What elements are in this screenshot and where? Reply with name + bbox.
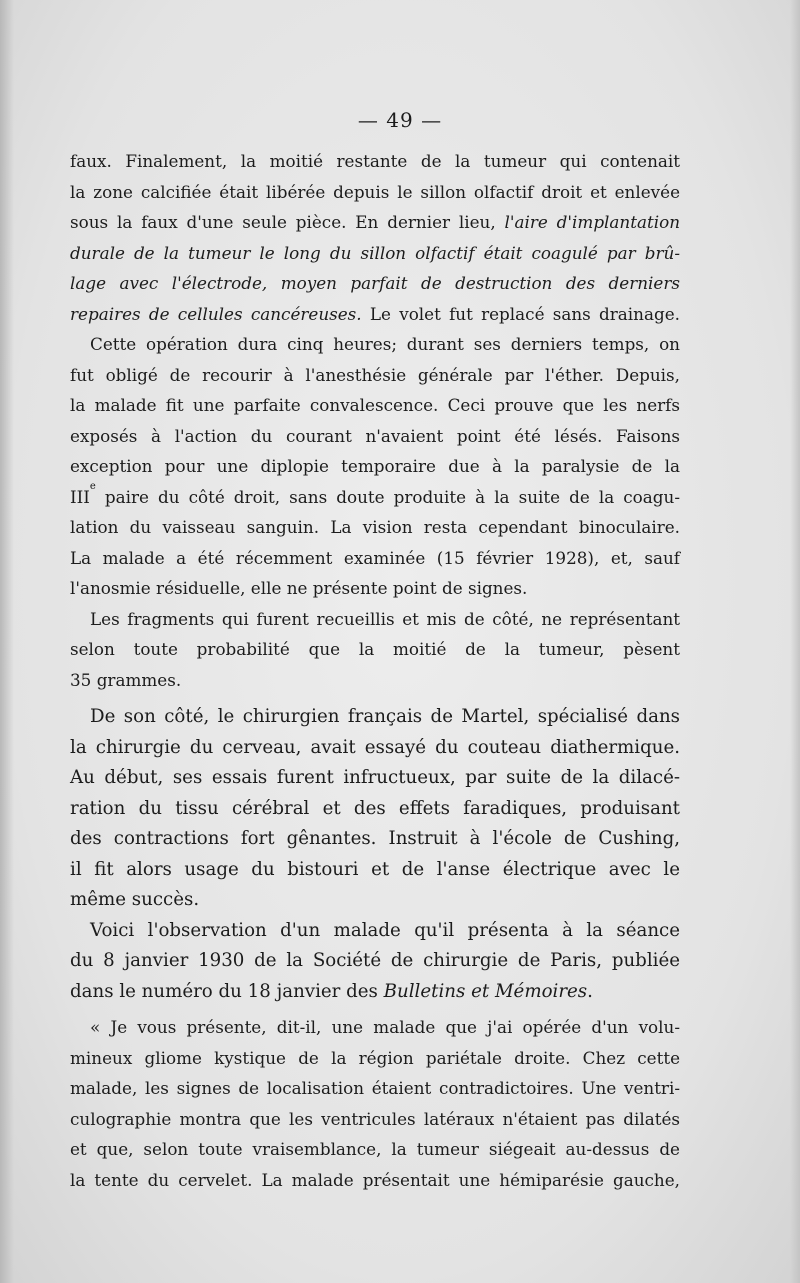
text-line: sous la faux d'une seule pièce. En dernier lieu, l'aire d'implantation [70,212,681,232]
text-line: De son côté, le chirurgien français de Martel, spécialisé dans [90,706,680,727]
text-block-3 [70,1012,680,1195]
text-line: selon toute probabilité que la moitié de la tumeur, pèsent [70,639,680,659]
text-line: repaires de cellules cancéreuses. Le volet fut replacé sans drainage. [70,303,680,324]
text-line: culographie montra que les ventricules latéraux n'étaient pas dilatés [70,1108,680,1129]
text-block-2 [70,702,680,1007]
text-line: La malade a été récemment examinée (15 février 1928), et, sauf [70,547,680,568]
text-line: « Je vous présente, dit-il, une malade que j'ai opérée d'un volu- [90,1017,680,1037]
text-line: du 8 janvier 1930 de la Société de chirurgie de Paris, publiée [70,950,680,971]
text-line: lation du vaisseau sanguin. La vision resta cependant binoculaire. [70,517,680,537]
text-line: même succès. [70,889,200,910]
text-line: et que, selon toute vraisemblance, la tumeur siégeait au-dessus de [70,1139,680,1159]
text-line: exposés à l'action du courant n'avaient point été lésés. Faisons [70,425,680,446]
text-line: mineux gliome kystique de la région pariétale droite. Chez cette [70,1047,680,1068]
text-line: Les fragments qui furent recueillis et mis de côté, ne représentant [90,608,680,629]
text-line: 35 grammes. [70,669,182,690]
text-line: dans le numéro du 18 janvier des Bulletins et Mémoires. [70,980,593,1002]
text-line: fut obligé de recourir à l'anesthésie générale par l'éther. Depuis, [70,364,680,385]
page-shadow-right [790,0,800,1283]
text-line: durale de la tumeur le long du sillon olfactif était coagulé par brû- [70,242,680,263]
text-line: la zone calcifiée était libérée depuis le sillon olfactif droit et enlevée [70,181,680,202]
text-line: exception pour une diplopie temporaire due à la paralysie de la [70,456,680,476]
text-line: la tente du cervelet. La malade présentait une hémiparésie gauche, [70,1169,680,1190]
text-line: ration du tissu cérébral et des effets faradiques, produisant [70,797,680,819]
text-line: Au début, ses essais furent infructueux, par suite de la dilacé- [70,767,680,788]
text-line: l'anosmie résiduelle, elle ne présente point de signes. [70,578,528,598]
text-line: Cette opération dura cinq heures; durant ses derniers temps, on [90,334,680,354]
text-block-1 [70,146,680,695]
text-line: Voici l'observation d'un malade qu'il présenta à la séance [90,919,680,941]
text-line: la malade fit une parfaite convalescence. Ceci prouve que les nerfs [70,395,680,415]
page-number: — 49 — [357,108,443,132]
page-shadow-left [0,0,14,1283]
text-line: des contractions fort gênantes. Instruit à l'école de Cushing, [70,828,680,849]
text-line: IIIe paire du côté droit, sans doute produite à la suite de la coagu- [70,480,680,507]
text-line: il fit alors usage du bistouri et de l'anse électrique avec le [70,858,680,880]
text-line: faux. Finalement, la moitié restante de la tumeur qui contenait [70,151,680,171]
text-line: malade, les signes de localisation étaient contradictoires. Une ventri- [70,1078,680,1098]
text-line: la chirurgie du cerveau, avait essayé du couteau diathermique. [70,736,680,758]
text-line: lage avec l'électrode, moyen parfait de destruction des derniers [70,273,680,293]
